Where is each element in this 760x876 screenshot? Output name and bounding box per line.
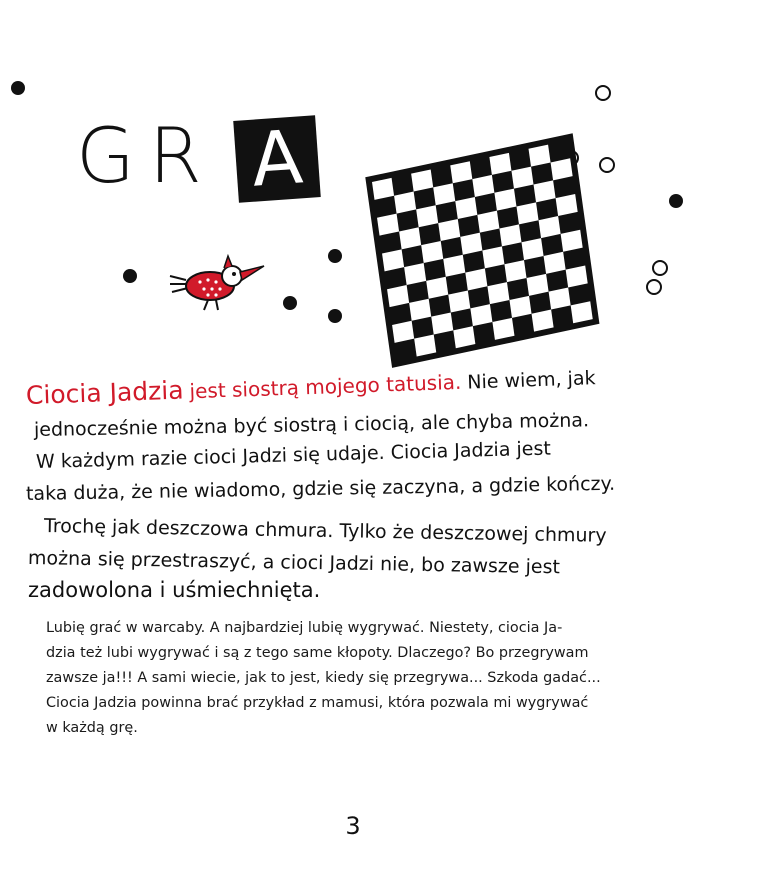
story-text: Nie wiem, jak — [466, 367, 596, 394]
paragraph-line: Lubię grać w warcaby. A najbardziej lubię wygrywać. Niestety, ciocia Ja- — [46, 620, 563, 636]
story-line: można się przestraszyć, a cioci Jadzi nie, bo zawsze jest — [27, 547, 561, 579]
paragraph-line: zawsze ja!!! A sami wiecie, jak to jest, kiedy się przegrywa... Szkoda gadać... — [46, 670, 601, 686]
story-line: jednocześnie można być siostrą i ciocią, ale chyba można. — [33, 409, 590, 441]
story-line: W każdym razie cioci Jadzi się udaje. Ciocia Jadzia jest — [35, 437, 552, 473]
title-letters: GR — [76, 111, 216, 200]
paragraph-line: w każdą grę. — [46, 720, 138, 736]
title-boxed-letter: A — [233, 115, 321, 203]
body-paragraph — [46, 616, 686, 741]
story-highlight: jest siostrą mojego tatusia. — [189, 369, 462, 404]
story-name: Ciocia Jadzia — [25, 375, 184, 410]
bird-icon — [170, 256, 264, 310]
story-line: Trochę jak deszczowa chmura. Tylko że deszczowej chmury — [43, 515, 607, 547]
chessboard-icon — [365, 133, 599, 368]
story-line: taka duża, że nie wiadomo, gdzie się zaczyna, a gdzie kończy. — [25, 472, 616, 505]
story-line: zadowolona i uśmiechnięta. — [28, 578, 321, 602]
paragraph-line: dzia też lubi wygrywać i są z tego same kłopoty. Dlaczego? Bo przegrywam — [46, 645, 589, 661]
page-title — [76, 111, 216, 200]
page-number: 3 — [345, 812, 361, 840]
story-block — [25, 367, 706, 606]
paragraph-line: Ciocia Jadzia powinna brać przykład z mamusi, która pozwala mi wygrywać — [46, 695, 589, 711]
